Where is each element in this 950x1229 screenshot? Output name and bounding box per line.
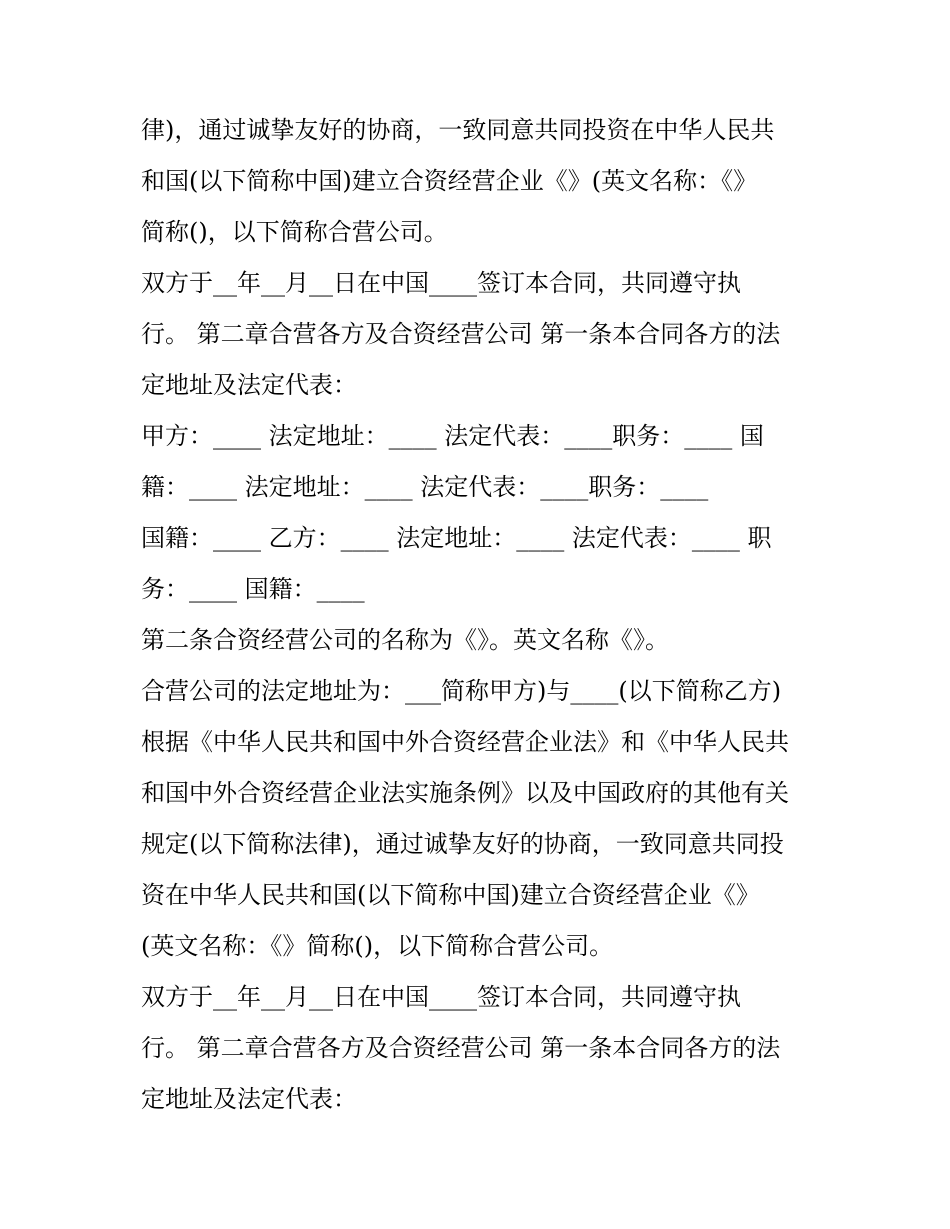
text-line: 律)，通过诚挚友好的协商，一致同意共同投资在中华人民共 — [141, 116, 775, 144]
text-line: 和国(以下简称中国)建立合资经营企业《》(英文名称：《》 — [141, 167, 758, 195]
text-line: 和国中外合资经营企业法实施条例》以及中国政府的其他有关 — [141, 779, 789, 807]
text-line: 定地址及法定代表： — [141, 371, 357, 399]
text-line: 双方于__年__月__日在中国____签订本合同，共同遵守执 — [141, 983, 741, 1011]
text-line: 资在中华人民共和国(以下简称中国)建立合资经营企业《》 — [141, 881, 760, 909]
text-line: 第二条合资经营公司的名称为《》。英文名称《》。 — [141, 626, 669, 654]
text-line: 根据《中华人民共和国中外合资经营企业法》和《中华人民共 — [141, 728, 789, 756]
text-line: 双方于__年__月__日在中国____签订本合同，共同遵守执 — [141, 269, 741, 297]
text-line: 简称()，以下简称合营公司。 — [141, 218, 448, 246]
text-line: 务：____ 国籍：____ — [141, 575, 365, 603]
text-line: 规定(以下简称法律)，通过诚挚友好的协商，一致同意共同投 — [141, 830, 784, 858]
text-line: 合营公司的法定地址为：___简称甲方)与____(以下简称乙方) — [141, 677, 782, 705]
text-line: 国籍：____ 乙方：____ 法定地址：____ 法定代表：____ 职 — [141, 524, 772, 552]
contract-text-body — [141, 105, 831, 1125]
text-line: 定地址及法定代表： — [141, 1085, 357, 1113]
text-line: (英文名称：《》简称()，以下简称合营公司。 — [141, 932, 614, 960]
text-line: 甲方：____ 法定地址：____ 法定代表：____职务：____ 国 — [141, 422, 764, 450]
text-line: 行。 第二章合营各方及合资经营公司 第一条本合同各方的法 — [141, 320, 781, 348]
text-line: 籍：____ 法定地址：____ 法定代表：____职务：____ — [141, 473, 709, 501]
text-line: 行。 第二章合营各方及合资经营公司 第一条本合同各方的法 — [141, 1034, 781, 1062]
